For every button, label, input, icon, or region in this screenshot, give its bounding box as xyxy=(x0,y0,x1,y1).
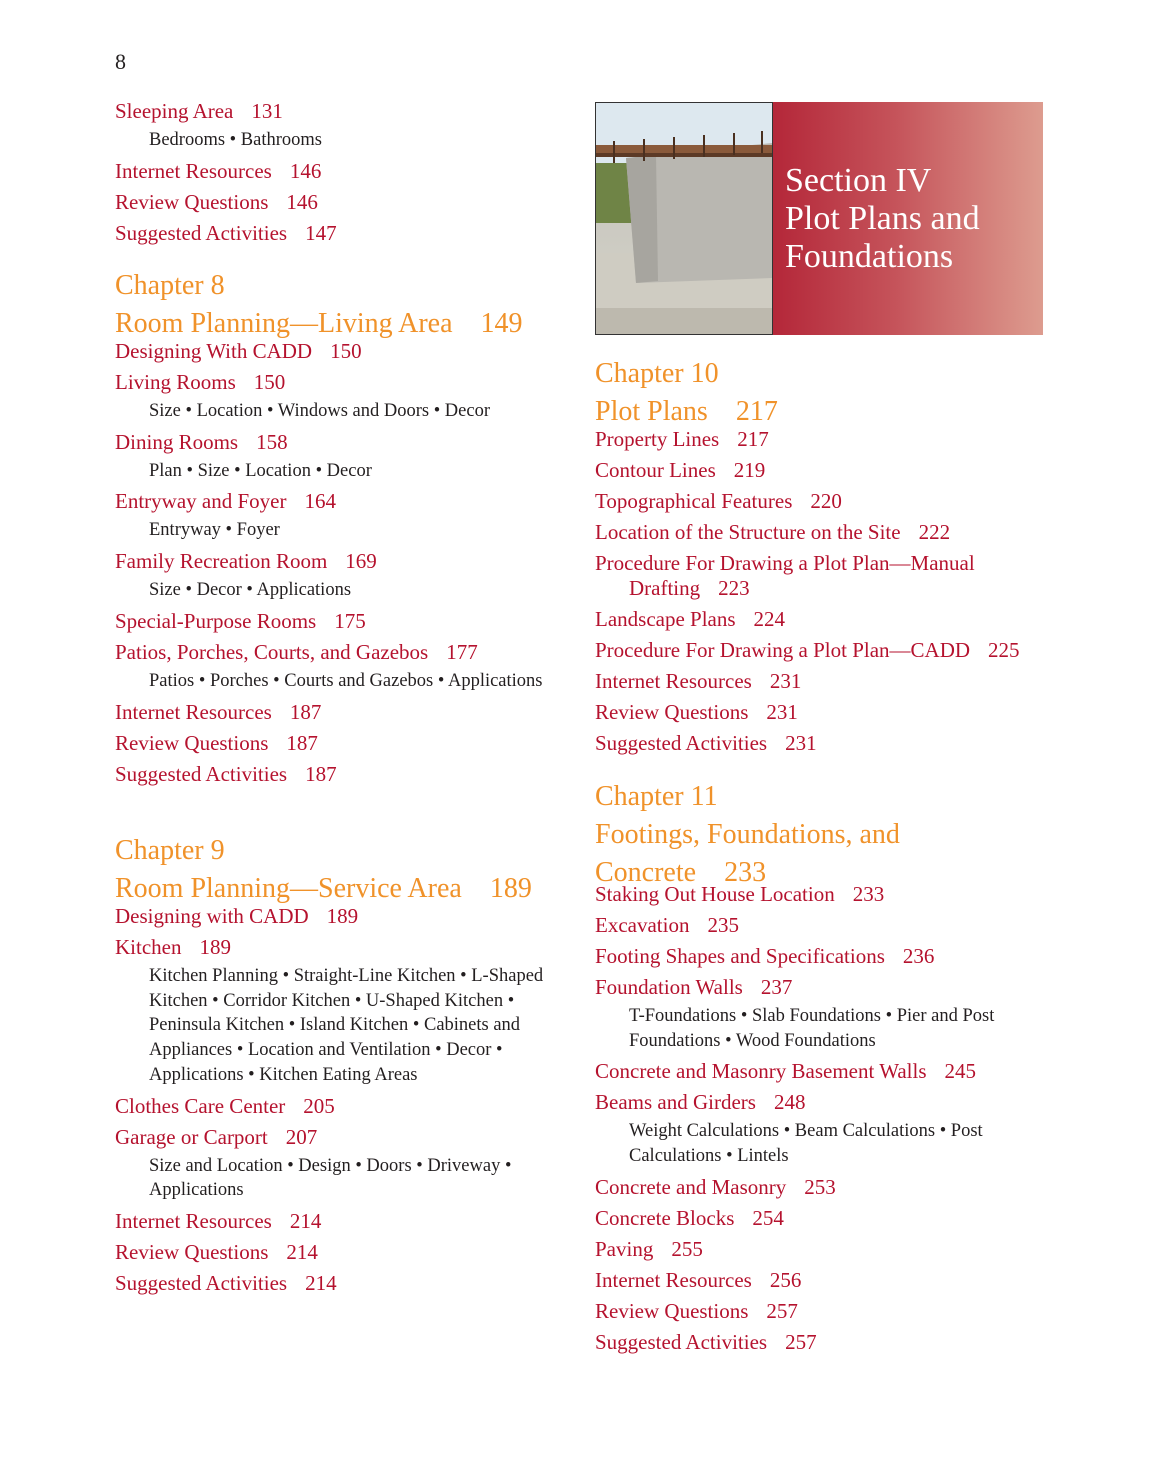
toc-entry-page: 257 xyxy=(766,1298,798,1323)
toc-entry-page: 237 xyxy=(760,975,793,999)
toc-entry-title: Staking Out House Location xyxy=(595,882,835,906)
toc-entry-page: 131 xyxy=(251,99,283,123)
toc-entry-title: Dining Rooms xyxy=(115,429,239,454)
toc-entry[interactable] xyxy=(595,700,1055,725)
toc-entry[interactable] xyxy=(595,458,1055,483)
chapter-title xyxy=(115,873,575,905)
toc-entry-title: Sleeping Area xyxy=(115,99,234,123)
toc-entry-title: Concrete Blocks xyxy=(595,1205,735,1230)
toc-entry-page: 189 xyxy=(199,935,231,959)
toc-entry[interactable] xyxy=(595,489,1055,514)
toc-entry-page: 217 xyxy=(737,427,769,451)
chapter-title xyxy=(115,308,575,340)
toc-entry-title: Property Lines xyxy=(595,427,720,451)
toc-entry-title: Patios, Porches, Courts, and Gazebos xyxy=(115,639,429,664)
toc-entry-title: Concrete and Masonry xyxy=(595,1174,787,1199)
toc-entry-title: Topographical Features xyxy=(595,489,793,513)
toc-entry-page: 220 xyxy=(810,489,842,513)
toc-entry[interactable] xyxy=(595,669,1055,694)
chapter-label: Chapter 10 xyxy=(595,358,719,389)
toc-entry-title: Landscape Plans xyxy=(595,607,736,631)
toc-entry[interactable] xyxy=(115,700,575,725)
toc-entry-page: 187 xyxy=(286,730,318,755)
chapter-page: 233 xyxy=(724,857,767,888)
toc-entry-page: 245 xyxy=(944,1059,977,1084)
toc-entry[interactable] xyxy=(115,99,575,124)
foundation-photo xyxy=(595,102,773,335)
toc-entry-title: Procedure For Drawing a Plot Plan—Manual Drafting xyxy=(595,551,975,600)
toc-subtopics: Entryway • Foyer xyxy=(149,520,280,541)
toc-entry-title: Designing With CADD xyxy=(115,339,313,363)
toc-entry-title: Foundation Walls xyxy=(595,975,743,999)
toc-entry-title: Internet Resources xyxy=(595,1267,752,1292)
chapter-page: 149 xyxy=(480,308,523,339)
chapter-title-text: Plot Plans xyxy=(595,396,708,427)
toc-subtopics: T-Foundations • Slab Foundations • Pier and Post Foundations • Wood Foundations xyxy=(629,1006,995,1051)
toc-entry-page: 146 xyxy=(286,189,318,214)
toc-entry-title: Review Questions xyxy=(115,1239,269,1264)
toc-entry[interactable] xyxy=(115,640,575,665)
toc-entry-title: Beams and Girders xyxy=(595,1090,756,1115)
chapter-title-text: Room Planning—Living Area xyxy=(115,308,453,339)
toc-entry-title: Special-Purpose Rooms xyxy=(115,608,317,633)
toc-group xyxy=(115,99,575,252)
toc-entry-title: Contour Lines xyxy=(595,458,716,482)
chapter-title-text: Room Planning—Service Area xyxy=(115,873,462,904)
toc-entry-page: 175 xyxy=(334,608,366,633)
toc-entry[interactable] xyxy=(115,1271,575,1296)
chapter-page: 217 xyxy=(735,396,778,427)
toc-entry-page: 248 xyxy=(773,1090,806,1115)
toc-entry-title: Clothes Care Center xyxy=(115,1093,286,1118)
toc-entry-title: Entryway and Foyer xyxy=(115,489,287,514)
toc-entry-title: Suggested Activities xyxy=(115,1270,288,1295)
toc-entry-page: 222 xyxy=(918,520,951,544)
toc-entry[interactable] xyxy=(115,190,575,215)
toc-entry[interactable] xyxy=(595,1059,1055,1084)
toc-entry-page: 187 xyxy=(305,761,337,786)
toc-entry-title: Family Recreation Room xyxy=(115,549,328,574)
toc-entry-page: 254 xyxy=(752,1205,784,1230)
toc-entry[interactable] xyxy=(595,731,1055,756)
toc-entry[interactable] xyxy=(115,430,575,455)
toc-entry[interactable] xyxy=(595,1330,1055,1355)
section-title-line: Section IV xyxy=(785,162,932,199)
toc-entry[interactable] xyxy=(595,1175,1055,1200)
toc-entry-title: Internet Resources xyxy=(595,669,752,693)
toc-subtopics: Bedrooms • Bathrooms xyxy=(149,130,322,150)
chapter-8-heading xyxy=(115,270,575,346)
toc-entry[interactable] xyxy=(115,731,575,756)
toc-entry-title: Procedure For Drawing a Plot Plan—CADD xyxy=(595,638,971,662)
toc-entry[interactable] xyxy=(595,1268,1055,1293)
toc-entry-title: Suggested Activities xyxy=(595,1329,768,1354)
toc-subtopics: Size • Decor • Applications xyxy=(149,580,352,601)
toc-entry-page: 253 xyxy=(804,1174,836,1199)
toc-group xyxy=(595,882,1055,1361)
toc-entry[interactable] xyxy=(115,1094,575,1119)
toc-entry[interactable] xyxy=(115,549,575,574)
toc-subtopics: Kitchen Planning • Straight-Line Kitchen • L-Shaped Kitchen • Corridor Kitchen • U-Shaped Kitchen • Peninsula Kitchen • Island Kitchen • Cabinets and Appliances • Location and Ventilation • Decor • Applications • Kitchen Eating Areas xyxy=(149,966,544,1085)
toc-entry-page: 223 xyxy=(718,576,750,600)
chapter-title-line: Footings, Foundations, and xyxy=(595,819,900,850)
toc-group xyxy=(115,904,575,1302)
toc-entry-title: Paving xyxy=(595,1236,654,1261)
toc-entry[interactable] xyxy=(115,762,575,787)
toc-entry-title: Review Questions xyxy=(595,700,749,724)
toc-entry-page: 207 xyxy=(285,1124,318,1149)
toc-entry[interactable] xyxy=(595,944,1055,969)
toc-entry-title: Review Questions xyxy=(115,189,269,214)
chapter-10-heading xyxy=(595,358,1055,434)
toc-entry-page: 164 xyxy=(304,489,336,514)
toc-entry-page: 219 xyxy=(733,458,766,482)
toc-entry-page: 147 xyxy=(305,220,337,245)
chapter-11-heading xyxy=(595,781,1055,895)
toc-entry-title: Internet Resources xyxy=(115,699,272,724)
toc-entry-page: 255 xyxy=(671,1236,703,1261)
toc-entry-page: 231 xyxy=(766,700,798,724)
toc-entry[interactable] xyxy=(115,1209,575,1234)
toc-entry-page: 146 xyxy=(289,158,322,183)
toc-entry-page: 231 xyxy=(769,669,802,693)
toc-entry-title: Suggested Activities xyxy=(115,220,288,245)
toc-entry-title: Location of the Structure on the Site xyxy=(595,520,901,544)
toc-entry-page: 205 xyxy=(303,1093,335,1118)
toc-entry[interactable] xyxy=(115,1125,575,1150)
toc-entry-page: 214 xyxy=(286,1239,318,1264)
toc-subtopics: Patios • Porches • Courts and Gazebos • Applications xyxy=(149,670,543,691)
toc-entry-page: 150 xyxy=(253,370,286,394)
toc-entry[interactable] xyxy=(115,1240,575,1265)
toc-entry-title: Designing with CADD xyxy=(115,904,309,928)
toc-entry-page: 231 xyxy=(785,731,817,755)
toc-entry[interactable] xyxy=(595,1090,1055,1115)
toc-entry-page: 233 xyxy=(852,882,885,906)
toc-subtopics: Size • Location • Windows and Doors • Decor xyxy=(149,401,490,421)
toc-entry-page: 256 xyxy=(769,1267,802,1292)
chapter-label: Chapter 8 xyxy=(115,270,225,301)
toc-subtopics: Size and Location • Design • Doors • Driveway • Applications xyxy=(149,1155,512,1201)
toc-entry[interactable] xyxy=(115,339,575,364)
toc-entry[interactable] xyxy=(595,882,1055,907)
toc-entry[interactable] xyxy=(115,221,575,246)
toc-entry[interactable] xyxy=(595,1299,1055,1324)
toc-entry[interactable] xyxy=(115,609,575,634)
toc-entry-page: 150 xyxy=(330,339,362,363)
toc-subtopics: Weight Calculations • Beam Calculations • Post Calculations • Lintels xyxy=(629,1121,983,1167)
toc-entry-title: Living Rooms xyxy=(115,370,236,394)
toc-entry-page: 225 xyxy=(988,638,1020,662)
section-title xyxy=(773,102,1043,335)
section-title-line: Plot Plans and xyxy=(785,200,980,237)
chapter-label: Chapter 9 xyxy=(115,835,225,866)
toc-entry-title: Review Questions xyxy=(595,1298,749,1323)
toc-entry-title: Excavation xyxy=(595,913,690,937)
toc-entry-page: 214 xyxy=(305,1270,337,1295)
toc-entry-page: 235 xyxy=(707,913,739,937)
toc-entry[interactable] xyxy=(115,489,575,514)
toc-entry-title: Internet Resources xyxy=(115,158,272,183)
toc-entry-page: 158 xyxy=(256,429,288,454)
toc-entry-page: 187 xyxy=(289,699,322,724)
chapter-title-text: Concrete xyxy=(595,857,697,888)
toc-entry[interactable] xyxy=(595,638,1055,663)
toc-entry[interactable] xyxy=(115,904,575,929)
toc-entry[interactable] xyxy=(115,935,575,960)
toc-entry-page: 169 xyxy=(345,549,377,574)
toc-entry[interactable] xyxy=(595,1237,1055,1262)
chapter-9-heading xyxy=(115,835,575,911)
toc-entry-page: 257 xyxy=(785,1329,817,1354)
toc-entry-title: Internet Resources xyxy=(115,1208,272,1233)
page-number: 8 xyxy=(115,49,126,74)
toc-group xyxy=(115,339,575,793)
foundation-photo-illustration xyxy=(596,103,772,334)
toc-entry-title: Suggested Activities xyxy=(115,761,288,786)
toc-entry[interactable] xyxy=(595,607,1055,632)
toc-entry-page: 189 xyxy=(326,904,359,928)
toc-entry-title: Concrete and Masonry Basement Walls xyxy=(595,1059,927,1084)
toc-entry-title: Suggested Activities xyxy=(595,731,768,755)
toc-entry-page: 224 xyxy=(753,607,786,631)
section-banner xyxy=(595,102,1043,335)
chapter-title xyxy=(595,396,1055,428)
toc-entry[interactable] xyxy=(595,427,1055,452)
toc-entry[interactable] xyxy=(115,159,575,184)
toc-entry[interactable] xyxy=(115,370,575,395)
toc-entry[interactable] xyxy=(595,520,1055,545)
toc-entry-title: Kitchen xyxy=(115,935,182,959)
toc-entry[interactable] xyxy=(595,913,1055,938)
chapter-page: 189 xyxy=(489,873,532,904)
toc-entry-title: Footing Shapes and Specifications xyxy=(595,944,885,968)
toc-entry-title: Review Questions xyxy=(115,730,269,755)
toc-group xyxy=(595,427,1055,762)
toc-entry-page: 214 xyxy=(289,1208,322,1233)
toc-entry-page: 236 xyxy=(902,944,935,968)
toc-entry-page: 177 xyxy=(446,639,478,664)
toc-entry[interactable] xyxy=(595,975,1055,1000)
toc-entry-title: Garage or Carport xyxy=(115,1124,268,1149)
toc-subtopics: Plan • Size • Location • Decor xyxy=(149,460,372,481)
section-title-line: Foundations xyxy=(785,238,954,275)
toc-entry[interactable] xyxy=(595,1206,1055,1231)
toc-entry[interactable] xyxy=(595,551,1049,601)
chapter-label: Chapter 11 xyxy=(595,781,718,812)
